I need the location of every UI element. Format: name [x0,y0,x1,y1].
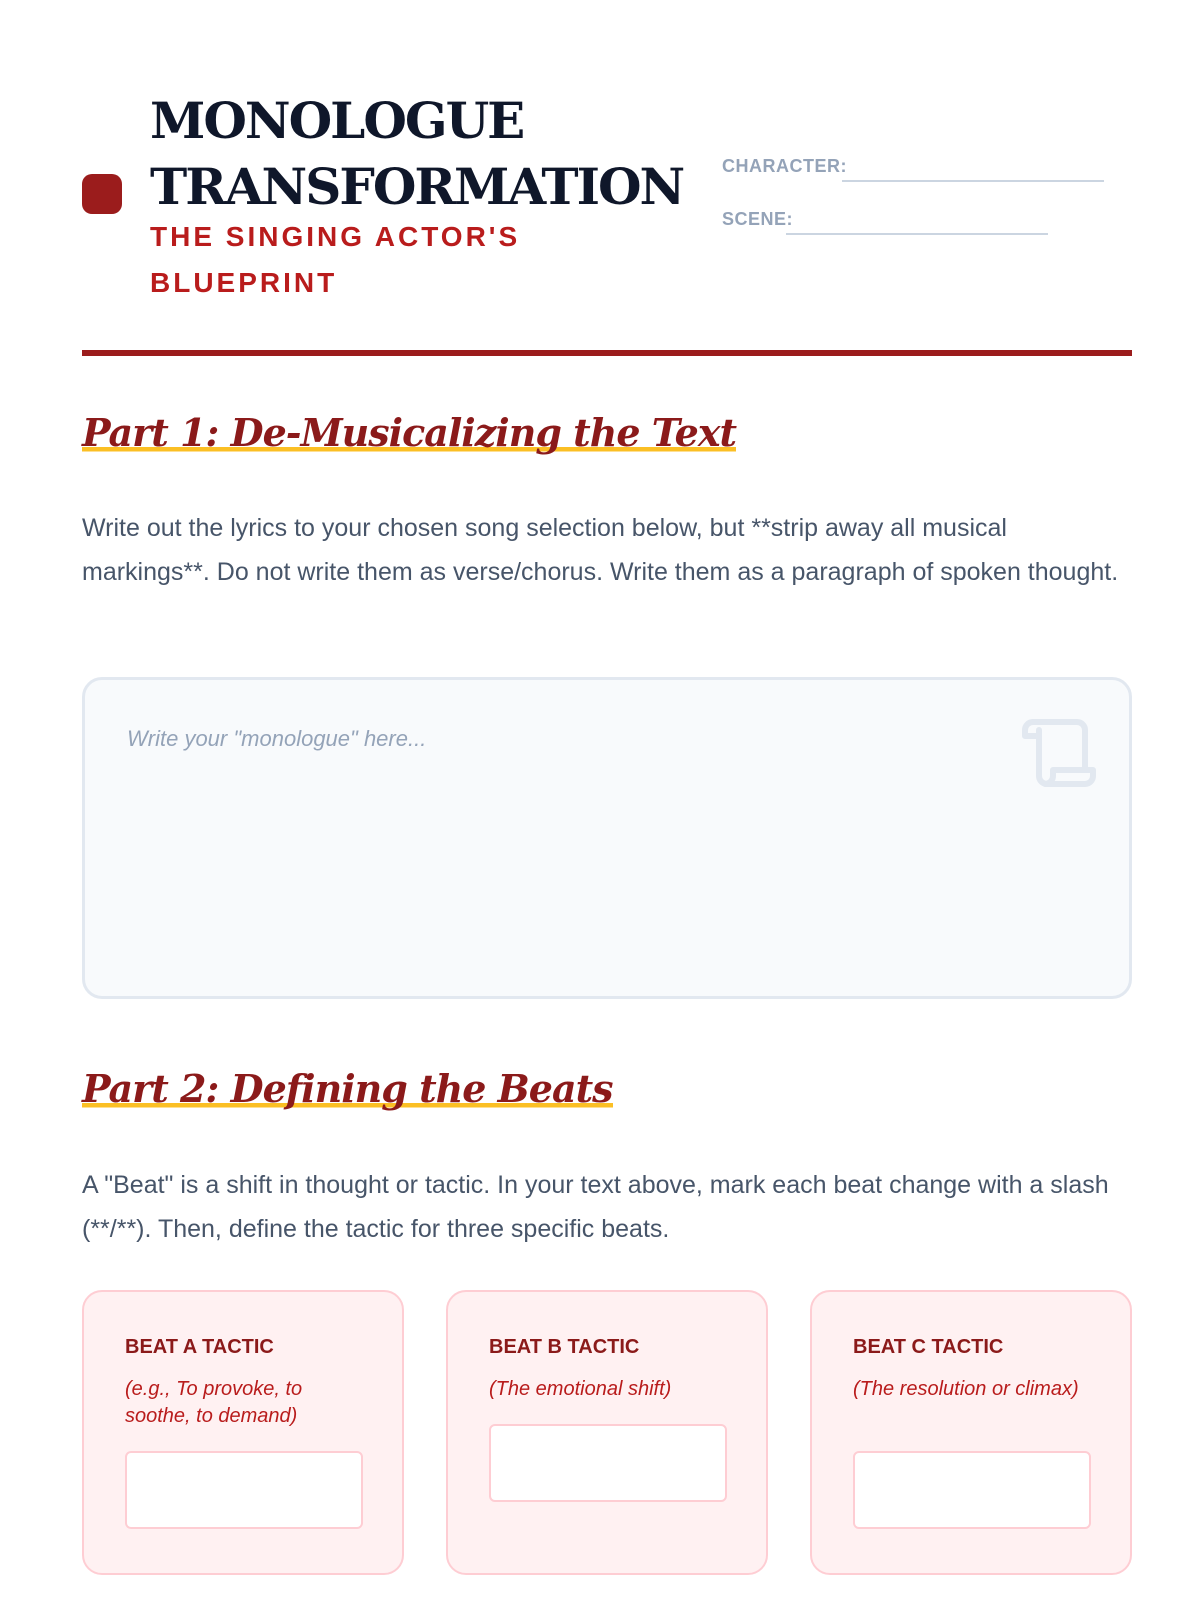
monologue-placeholder: Write your "monologue" here... [127,726,427,751]
header-bullet-icon [82,174,122,214]
part1-instructions: Write out the lyrics to your chosen song selection below, but **strip away all musical markings**. Do not write them as verse/chorus. Write them as a paragraph of spoken thought. [82,514,1119,586]
character-label: CHARACTER: [722,156,847,176]
character-field[interactable] [722,156,847,177]
scene-label: SCENE: [722,209,794,229]
page-subtitle: THE SINGING ACTOR'S BLUEPRINT [150,221,521,298]
beat-c-input[interactable] [853,1451,1091,1529]
header-divider [82,350,1132,356]
scroll-icon [1019,714,1099,788]
part2-title: Part 2: Defining the Beats [82,1066,613,1111]
beat-card-b [446,1290,768,1575]
title-line-1: MONOLOGUE [150,91,524,150]
beat-c-hint: (The resolution or climax) [853,1378,1079,1400]
title-line-2: TRANSFORMATION [150,157,684,216]
beat-card-c [810,1290,1132,1575]
beat-b-input[interactable] [489,1424,727,1502]
beat-a-hint: (e.g., To provoke, to soothe, to demand) [125,1378,303,1427]
part2-instructions: A "Beat" is a shift in thought or tactic. In your text above, mark each beat change with a slash (**/**). Then, define the tactic for three specific beats. [82,1171,1109,1243]
page-title [150,88,683,220]
scene-line[interactable] [786,233,1048,235]
beat-c-title: BEAT C TACTIC [853,1336,1004,1358]
beat-card-a [82,1290,404,1575]
beat-a-title: BEAT A TACTIC [125,1336,274,1358]
beat-b-title: BEAT B TACTIC [489,1336,640,1358]
worksheet-header [82,88,1132,358]
beat-b-hint: (The emotional shift) [489,1378,672,1400]
beat-cards [82,1290,1132,1575]
part1-title: Part 1: De-Musicalizing the Text [82,410,737,455]
beat-a-input[interactable] [125,1451,363,1529]
scene-field[interactable] [722,209,793,230]
monologue-textarea[interactable] [82,677,1132,999]
character-line[interactable] [842,180,1104,182]
